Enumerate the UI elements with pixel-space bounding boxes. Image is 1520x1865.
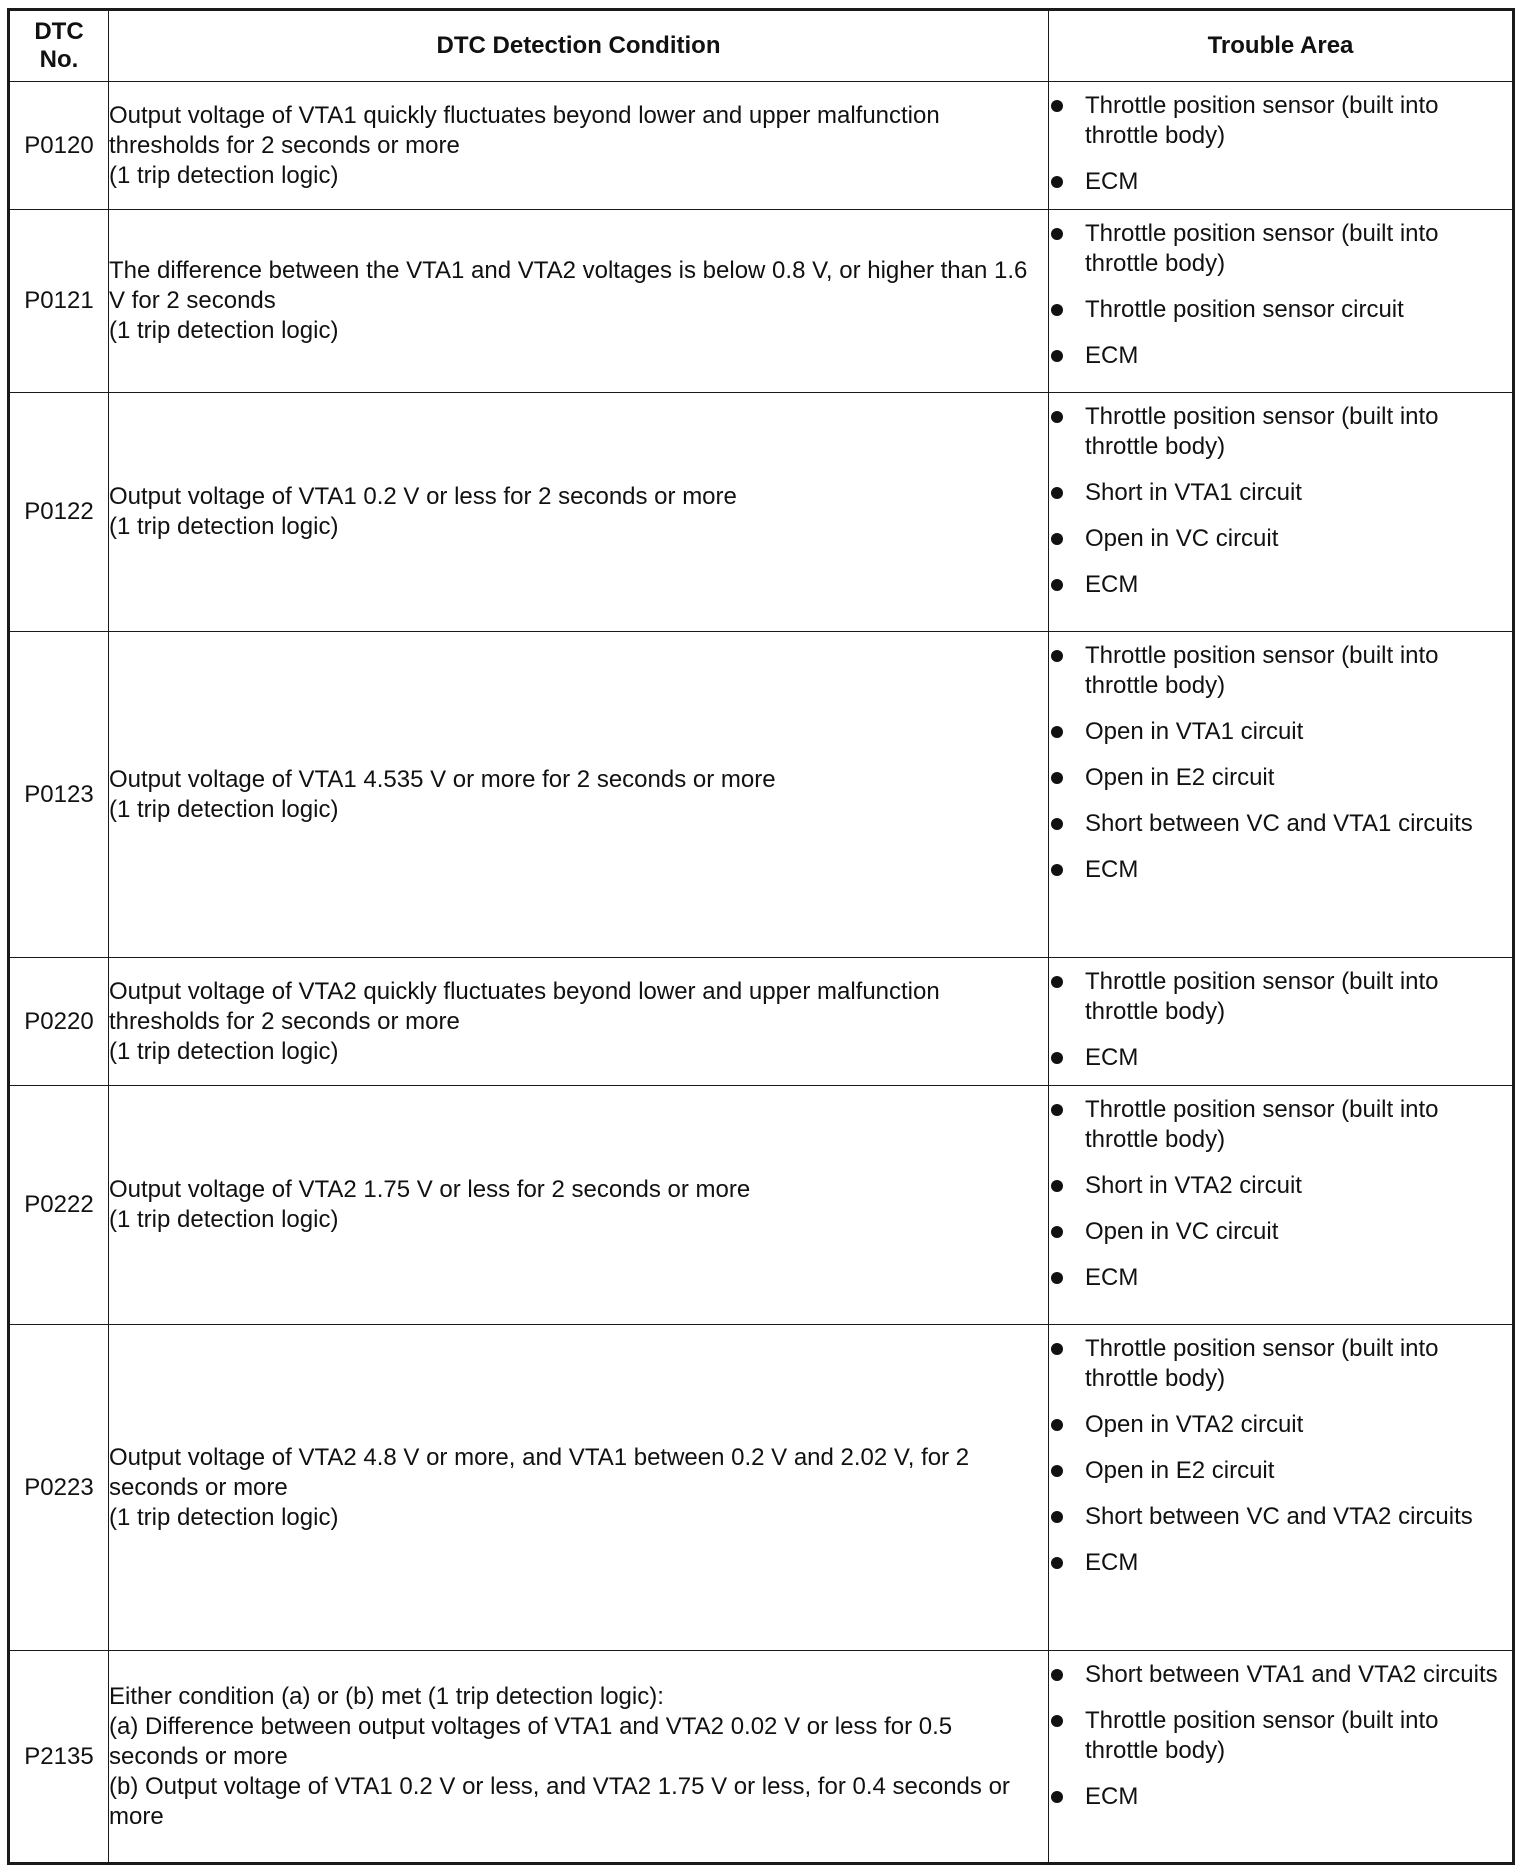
list-item [1049,717,1512,747]
trouble-area-text: Throttle position sensor (built into throttle body) [1085,403,1439,460]
table-row [9,82,1514,210]
trouble-area-text: Short between VC and VTA1 circuits [1085,810,1473,837]
trouble-area-list [1049,641,1512,885]
condition-line: (1 trip detection logic) [109,317,339,344]
trouble-area-text: Throttle position sensor (built into throttle body) [1085,220,1439,277]
list-item [1049,295,1512,325]
trouble-area-list [1049,1334,1512,1578]
bullet-icon [1051,176,1063,188]
trouble-area-text: Open in E2 circuit [1085,1457,1275,1484]
list-item [1049,1502,1512,1532]
header-dtc-no-line2: No. [39,46,79,73]
bullet-icon [1051,350,1063,362]
trouble-area-list [1049,91,1512,197]
detection-condition [109,958,1049,1086]
bullet-icon [1051,228,1063,240]
trouble-area-text: Throttle position sensor (built into throttle body) [1085,1096,1439,1153]
list-item [1049,1410,1512,1440]
detection-condition [109,1651,1049,1864]
list-item [1049,967,1512,1027]
trouble-area [1049,1086,1514,1325]
bullet-icon [1051,772,1063,784]
dtc-code: P0122 [9,393,109,632]
list-item [1049,641,1512,701]
table-row [9,1651,1514,1864]
table-row [9,393,1514,632]
condition-line: Output voltage of VTA2 quickly fluctuates beyond lower and upper malfunction thresholds for 2 seconds or more [109,977,940,1035]
detection-condition [109,632,1049,958]
list-item [1049,1095,1512,1155]
table-row [9,1325,1514,1651]
bullet-icon [1051,100,1063,112]
condition-line: Output voltage of VTA1 0.2 V or less for 2 seconds or more [109,483,737,510]
trouble-area-text: ECM [1085,168,1139,195]
trouble-area-list [1049,967,1512,1073]
bullet-icon [1051,1511,1063,1523]
list-item [1049,1171,1512,1201]
list-item [1049,402,1512,462]
table-row [9,632,1514,958]
condition-line: Output voltage of VTA2 4.8 V or more, and VTA1 between 0.2 V and 2.02 V, for 2 seconds or more [109,1443,970,1501]
list-item [1049,1660,1512,1690]
dtc-code: P0220 [9,958,109,1086]
dtc-code: P0222 [9,1086,109,1325]
table-row [9,1086,1514,1325]
bullet-icon [1051,1272,1063,1284]
trouble-area-text: Open in E2 circuit [1085,764,1275,791]
trouble-area-text: Short in VTA2 circuit [1085,1172,1302,1199]
dtc-table [7,8,1515,1865]
trouble-area-text: Open in VC circuit [1085,525,1279,552]
list-item [1049,341,1512,371]
bullet-icon [1051,650,1063,662]
header-trouble-area: Trouble Area [1049,10,1514,82]
trouble-area-text: Short in VTA1 circuit [1085,479,1302,506]
list-item [1049,1334,1512,1394]
condition-line: The difference between the VTA1 and VTA2 voltages is below 0.8 V, or higher than 1.6 V for 2 seconds [109,257,1028,314]
trouble-area-text: ECM [1085,342,1139,369]
list-item [1049,524,1512,554]
condition-line: (1 trip detection logic) [109,161,339,189]
trouble-area-text: ECM [1085,571,1139,598]
trouble-area [1049,632,1514,958]
trouble-area-text: Short between VTA1 and VTA2 circuits [1085,1661,1498,1688]
list-item [1049,219,1512,279]
dtc-code: P0120 [9,82,109,210]
list-item [1049,1263,1512,1293]
bullet-icon [1051,1419,1063,1431]
list-item [1049,763,1512,793]
condition-line: Output voltage of VTA1 4.535 V or more for 2 seconds or more [109,765,776,793]
trouble-area-list [1049,402,1512,600]
trouble-area [1049,82,1514,210]
list-item [1049,855,1512,885]
dtc-code: P0123 [9,632,109,958]
bullet-icon [1051,1715,1063,1727]
list-item [1049,1217,1512,1247]
trouble-area-text: Throttle position sensor circuit [1085,296,1404,323]
list-item [1049,167,1512,197]
trouble-area-text: Short between VC and VTA2 circuits [1085,1503,1473,1530]
bullet-icon [1051,976,1063,988]
bullet-icon [1051,1669,1063,1681]
bullet-icon [1051,864,1063,876]
bullet-icon [1051,1052,1063,1064]
bullet-icon [1051,726,1063,738]
table-body [9,82,1514,1864]
detection-condition [109,1086,1049,1325]
trouble-area-text: Open in VC circuit [1085,1218,1279,1245]
list-item [1049,570,1512,600]
condition-line: (1 trip detection logic) [109,795,339,823]
table-row [9,210,1514,393]
trouble-area-text: ECM [1085,1783,1139,1810]
list-item [1049,1456,1512,1486]
dtc-code: P2135 [9,1651,109,1864]
bullet-icon [1051,1226,1063,1238]
trouble-area-text: ECM [1085,1044,1139,1071]
trouble-area [1049,1651,1514,1864]
condition-line: Output voltage of VTA2 1.75 V or less for 2 seconds or more [109,1176,751,1203]
detection-condition [109,393,1049,632]
condition-line: (b) Output voltage of VTA1 0.2 V or less, and VTA2 1.75 V or less, for 0.4 seconds or more [109,1772,1010,1830]
bullet-icon [1051,1180,1063,1192]
detection-condition [109,82,1049,210]
condition-line: (1 trip detection logic) [109,1503,339,1531]
header-condition: DTC Detection Condition [109,10,1049,82]
trouble-area [1049,1325,1514,1651]
trouble-area-text: ECM [1085,1549,1139,1576]
bullet-icon [1051,1791,1063,1803]
list-item [1049,91,1512,151]
list-item [1049,1548,1512,1578]
trouble-area-text: Throttle position sensor (built into throttle body) [1085,642,1439,699]
condition-line: (1 trip detection logic) [109,1206,339,1233]
list-item [1049,1043,1512,1073]
trouble-area [1049,393,1514,632]
bullet-icon [1051,818,1063,830]
bullet-icon [1051,411,1063,423]
trouble-area-text: Throttle position sensor (built into throttle body) [1085,92,1439,149]
condition-line: Either condition (a) or (b) met (1 trip detection logic): [109,1682,664,1710]
bullet-icon [1051,1343,1063,1355]
trouble-area-list [1049,1095,1512,1293]
bullet-icon [1051,1557,1063,1569]
header-dtc-no-line1: DTC [34,18,84,45]
detection-condition [109,1325,1049,1651]
list-item [1049,809,1512,839]
list-item [1049,1706,1512,1766]
bullet-icon [1051,304,1063,316]
trouble-area-text: Open in VTA1 circuit [1085,718,1304,745]
dtc-code: P0223 [9,1325,109,1651]
trouble-area [1049,958,1514,1086]
dtc-code: P0121 [9,210,109,393]
table-row [9,958,1514,1086]
trouble-area-text: Open in VTA2 circuit [1085,1411,1304,1438]
trouble-area-text: ECM [1085,1264,1139,1291]
header-row [9,10,1514,82]
condition-line: (1 trip detection logic) [109,513,339,540]
header-dtc-no [9,10,109,82]
trouble-area-list [1049,1660,1512,1812]
trouble-area-text: Throttle position sensor (built into throttle body) [1085,1707,1439,1764]
bullet-icon [1051,1465,1063,1477]
list-item [1049,1782,1512,1812]
trouble-area-list [1049,219,1512,371]
condition-line: (a) Difference between output voltages of VTA1 and VTA2 0.02 V or less for 0.5 seconds or more [109,1712,953,1770]
trouble-area-text: Throttle position sensor (built into throttle body) [1085,968,1439,1025]
trouble-area-text: ECM [1085,856,1139,883]
bullet-icon [1051,579,1063,591]
list-item [1049,478,1512,508]
trouble-area [1049,210,1514,393]
detection-condition [109,210,1049,393]
trouble-area-text: Throttle position sensor (built into throttle body) [1085,1335,1439,1392]
bullet-icon [1051,1104,1063,1116]
bullet-icon [1051,487,1063,499]
condition-line: (1 trip detection logic) [109,1037,339,1065]
bullet-icon [1051,533,1063,545]
condition-line: Output voltage of VTA1 quickly fluctuates beyond lower and upper malfunction thresholds for 2 seconds or more [109,101,940,159]
